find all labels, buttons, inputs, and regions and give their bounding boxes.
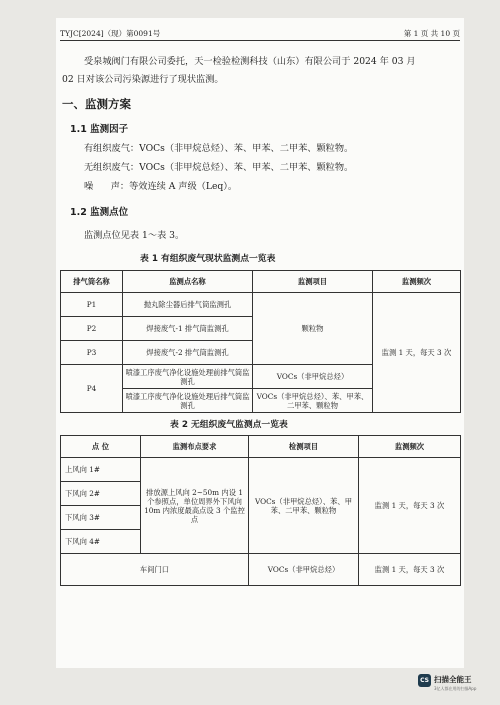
t2-requirement: 排放源上风向 2~50m 内设 1 个参照点，单位周界外下风向 10m 内浓度最高点设 3 个监控点 [141,458,249,554]
table1 [60,270,461,413]
t2-header-point: 点 位 [61,436,141,458]
factor-noise: 噪 声：等效连续 A 声级（Leq）。 [84,181,238,192]
t1-p4-item-before: VOCs（非甲烷总烃） [253,365,373,389]
t2-header-frequency: 监测频次 [359,436,461,458]
t1-p3-point: 焊接废气-2 排气筒监测孔 [123,341,253,365]
intro-line-2: 02 日对该公司污染源进行了现状监测。 [62,74,224,85]
report-number: TYJC[2024]（现）第0091号 [60,29,161,38]
scanner-name: 扫描全能王 [434,675,472,684]
t2-point-1: 上风向 1# [61,458,141,482]
t2-item: VOCs（非甲烷总烃）、苯、甲苯、二甲苯、颗粒物 [249,458,359,554]
t1-p1-point: 抛丸除尘器后排气筒监测孔 [123,293,253,317]
t2-last-item: VOCs（非甲烷总烃） [249,554,359,586]
table2-caption: 表 2 无组织废气监测点一览表 [170,420,288,430]
intro-line-1: 受泉城阀门有限公司委托，天一检验检测科技（山东）有限公司于 2024 年 03 月 [84,56,416,67]
t1-p1-id: P1 [61,293,123,317]
t1-p4-item-after: VOCs（非甲烷总烃）、苯、甲苯、二甲苯、颗粒物 [253,389,373,413]
t1-p3-id: P3 [61,341,123,365]
t2-frequency: 监测 1 天，每天 3 次 [359,458,461,554]
page-number: 第 1 页 共 10 页 [403,29,460,38]
t2-point-4: 下风向 4# [61,530,141,554]
section-heading: 一、监测方案 [62,97,131,111]
t2-last-point: 车间门口 [61,554,249,586]
scanner-watermark [418,672,498,702]
t2-last-frequency: 监测 1 天，每天 3 次 [359,554,461,586]
factor-organized: 有组织废气：VOCs（非甲烷总烃）、苯、甲苯、二甲苯、颗粒物。 [84,143,354,154]
t1-p2-id: P2 [61,317,123,341]
t2-point-2: 下风向 2# [61,482,141,506]
t1-header-stack: 排气筒名称 [61,271,123,293]
table2 [60,435,461,586]
t1-p4-point-after: 喷漆工序废气净化设施处理后排气筒监测孔 [123,389,253,413]
t1-merged-item: 颗粒物 [253,293,373,365]
scanner-logo-icon: CS [418,674,431,687]
points-reference: 监测点位见表 1～表 3。 [84,230,185,241]
table1-caption: 表 1 有组织废气现状监测点一览表 [140,254,276,264]
factor-unorganized: 无组织废气：VOCs（非甲烷总烃）、苯、甲苯、二甲苯、颗粒物。 [84,162,354,173]
t1-p4-id: P4 [61,365,123,413]
t2-point-3: 下风向 3# [61,506,141,530]
t1-header-item: 监测项目 [253,271,373,293]
subsection-1-2-title: 1.2 监测点位 [70,207,129,218]
scanner-slogan: 3亿人都在用的扫描App [434,686,477,691]
page-header [60,26,460,41]
subsection-1-1-title: 1.1 监测因子 [70,124,129,135]
t2-header-item: 检测项目 [249,436,359,458]
t1-header-point: 监测点名称 [123,271,253,293]
t2-header-requirement: 监测布点要求 [141,436,249,458]
t1-p2-point: 焊接废气-1 排气筒监测孔 [123,317,253,341]
t1-header-frequency: 监测频次 [373,271,461,293]
t1-frequency: 监测 1 天，每天 3 次 [373,293,461,413]
t1-p4-point-before: 喷漆工序废气净化设施处理前排气筒监测孔 [123,365,253,389]
